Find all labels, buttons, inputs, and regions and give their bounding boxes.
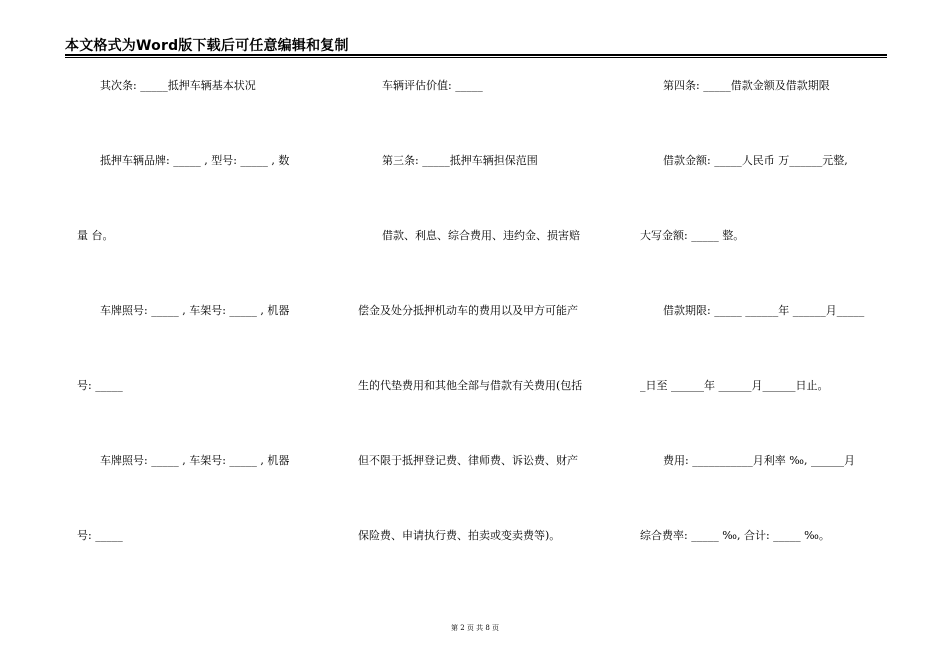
col3-line-2: 借款金额: _____人民币 万______元整,: [663, 154, 848, 167]
col2-line-6: 但不限于抵押登记费、律师费、诉讼费、财产: [358, 454, 578, 467]
col1-line-2: 抵押车辆品牌: _____ , 型号: _____ , 数: [100, 154, 290, 167]
col3-line-4: 借款期限: _____ ______年 ______月_____: [663, 304, 865, 317]
col3-line-1: 第四条: _____借款金额及借款期限: [663, 79, 830, 92]
col3-line-6: 费用: ___________月利率 ‰, ______月: [663, 454, 855, 467]
header-rule-thick: [65, 54, 887, 56]
col2-line-5: 生的代垫费用和其他全部与借款有关费用(包括: [358, 379, 583, 392]
col1-line-3: 量 台。: [77, 229, 114, 242]
col3-line-7: 综合费率: _____ ‰, 合计: _____ ‰。: [640, 529, 830, 542]
col2-line-1: 车辆评估价值: _____: [382, 79, 483, 92]
col2-line-4: 偿金及处分抵押机动车的费用以及甲方可能产: [358, 304, 578, 317]
col2-line-7: 保险费、申请执行费、拍卖或变卖费等)。: [358, 529, 561, 542]
col1-line-1: 其次条: _____抵押车辆基本状况: [100, 79, 256, 92]
col2-line-3: 借款、利息、综合费用、违约金、损害赔: [382, 229, 580, 242]
col3-line-3: 大写金额: _____ 整。: [640, 229, 745, 242]
col1-line-4: 车牌照号: _____ , 车架号: _____ , 机器: [100, 304, 290, 317]
col1-line-6: 车牌照号: _____ , 车架号: _____ , 机器: [100, 454, 290, 467]
header-rule-thin: [65, 57, 887, 58]
col2-line-2: 第三条: _____抵押车辆担保范围: [382, 154, 538, 167]
col3-line-5: _日至 ______年 ______月______日止。: [640, 379, 829, 392]
col1-line-7: 号: _____: [77, 529, 123, 542]
col1-line-5: 号: _____: [77, 379, 123, 392]
document-header-title: 本文格式为Word版下载后可任意编辑和复制: [65, 38, 349, 54]
page-number-footer: 第 2 页 共 8 页: [450, 624, 500, 632]
